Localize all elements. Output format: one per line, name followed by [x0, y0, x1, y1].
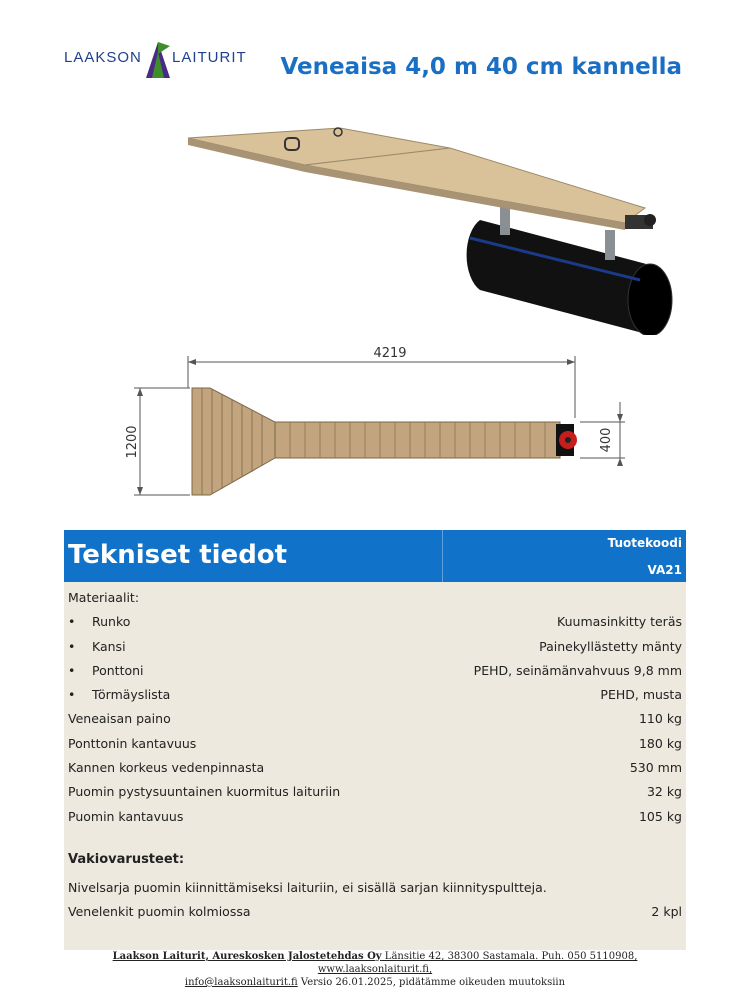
material-key: Törmäyslista: [92, 687, 171, 703]
header-divider: [442, 530, 443, 582]
logo-text-laakson: LAAKSON: [64, 49, 142, 66]
table-row: [64, 780, 686, 804]
equipment-heading: Vakiovarusteet:: [68, 852, 185, 867]
spec-key: Puomin kantavuus: [68, 808, 184, 824]
spec-header: [64, 530, 686, 582]
materials-label: Materiaalit:: [68, 590, 140, 605]
spec-title: Tekniset tiedot: [68, 540, 288, 570]
width-dimension-label: 1200: [125, 425, 140, 459]
list-item: [64, 610, 686, 634]
list-item: [64, 659, 686, 683]
hinge-shape: [625, 214, 656, 229]
bullet-icon: •: [68, 614, 76, 630]
spec-value: 110 kg: [638, 711, 682, 727]
spec-value: 530 mm: [629, 760, 682, 776]
equipment-item: Nivelsarja puomin kiinnittämiseksi laituriin, ei sisällä sarjan kiinnityspultteja.: [68, 880, 547, 895]
spec-key: Kannen korkeus vedenpinnasta: [68, 760, 265, 776]
materials-heading-row: [64, 586, 686, 610]
table-row: [64, 732, 686, 756]
material-key: Kansi: [92, 638, 126, 654]
material-key: Runko: [92, 614, 131, 630]
bullet-icon: •: [68, 687, 76, 703]
page-title: Veneaisa 4,0 m 40 cm kannella: [280, 54, 682, 80]
material-key: Ponttoni: [92, 662, 144, 678]
company-logo: [64, 40, 254, 80]
table-row: [64, 756, 686, 780]
spec-rows: [64, 586, 686, 829]
spec-panel: [64, 530, 686, 950]
equipment-item: Venelenkit puomin kolmiossa: [68, 904, 251, 919]
material-value: Painekyllästetty mänty: [539, 638, 682, 654]
product-code-value: VA21: [647, 563, 682, 577]
product-code-label: Tuotekoodi: [607, 536, 682, 550]
table-row: [64, 707, 686, 731]
equipment-value: 2 kpl: [651, 904, 682, 919]
list-item: [64, 635, 686, 659]
deck-dimension-label: 400: [599, 427, 614, 453]
spec-key: Ponttonin kantavuus: [68, 735, 197, 751]
table-row: [64, 805, 686, 829]
spec-key: Puomin pystysuuntainen kuormitus laituriin: [68, 784, 341, 800]
list-item: [64, 683, 686, 707]
spec-key: Veneaisan paino: [68, 711, 171, 727]
length-dimension-label: 4219: [373, 346, 407, 361]
footer: [64, 950, 686, 989]
spec-value: 180 kg: [638, 735, 682, 751]
material-value: PEHD, seinämänvahvuus 9,8 mm: [473, 662, 682, 678]
footer-version: Versio 26.01.2025, pidätämme oikeuden muutoksiin: [297, 977, 566, 988]
dimension-drawing-image: [120, 340, 640, 510]
pontoon-shape: [467, 220, 672, 335]
material-value: Kuumasinkitty teräs: [557, 614, 682, 630]
product-render-image: [180, 120, 680, 335]
footer-address[interactable]: Länsitie 42, 38300 Sastamala. Puh. 050 5110908, www.laaksonlaiturit.fi,: [317, 951, 638, 975]
spec-value: 105 kg: [638, 808, 682, 824]
logo-emblem-icon: [144, 40, 172, 80]
bullet-icon: •: [68, 662, 76, 678]
material-value: PEHD, musta: [600, 687, 682, 703]
bullet-icon: •: [68, 638, 76, 654]
spec-value: 32 kg: [646, 784, 682, 800]
logo-text-laiturit: LAITURIT: [172, 49, 247, 66]
footer-company: Laakson Laiturit, Aureskosken Jalostetehdas Oy: [112, 951, 382, 962]
footer-email-link[interactable]: info@laaksonlaiturit.fi: [184, 977, 298, 988]
